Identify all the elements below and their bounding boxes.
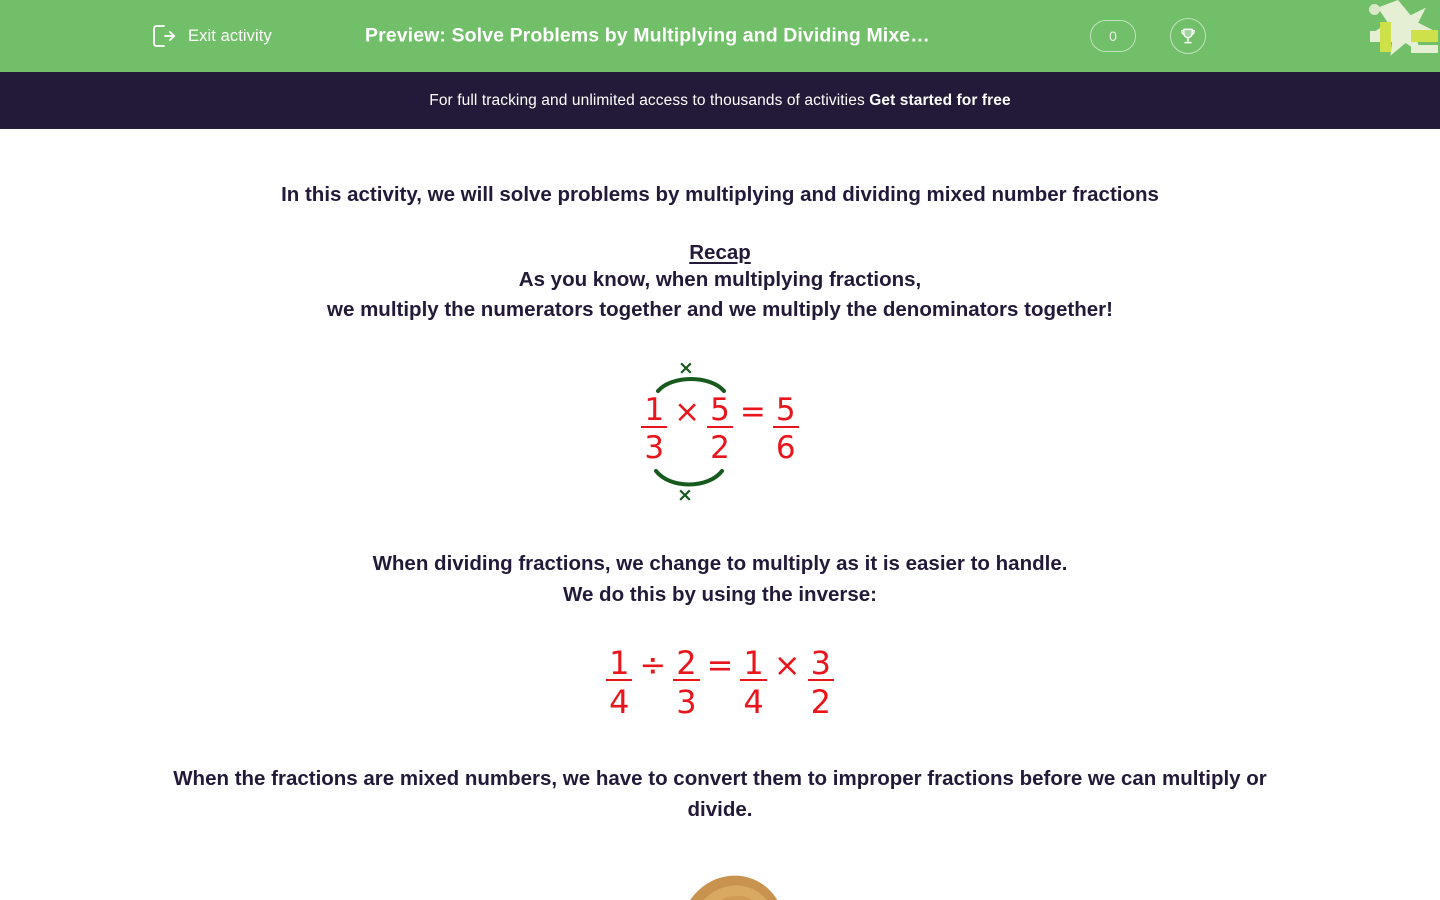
fraction-term xyxy=(808,643,834,721)
denominator: 3 xyxy=(644,430,665,467)
denominator: 2 xyxy=(810,682,831,721)
numerator: 5 xyxy=(773,395,799,428)
logo-dot xyxy=(1369,4,1380,15)
upgrade-banner-text xyxy=(429,92,1011,110)
operator: ÷ xyxy=(639,645,667,684)
upgrade-banner xyxy=(0,72,1440,129)
numerator: 1 xyxy=(740,647,766,681)
fraction-term xyxy=(773,392,799,467)
fraction-term xyxy=(707,392,733,467)
fraction-term xyxy=(606,643,632,721)
exit-activity-label: Exit activity xyxy=(188,26,272,45)
divide-line-2: We do this by using the inverse: xyxy=(562,583,877,607)
numerator: 1 xyxy=(641,395,667,428)
score-value: 0 xyxy=(1109,28,1117,44)
recap-line-1: As you know, when multiplying fractions, xyxy=(518,267,922,291)
multiply-fractions-diagram xyxy=(620,357,820,507)
get-started-link[interactable]: Get started for free xyxy=(869,91,1011,109)
upgrade-banner-message: For full tracking and unlimited access to thousands of activities xyxy=(429,91,870,109)
logo-bar-one xyxy=(1411,30,1438,42)
operator: × xyxy=(674,394,701,431)
denominator: 6 xyxy=(775,430,796,467)
girl-looking-up-photo xyxy=(605,851,835,900)
exit-activity-button[interactable] xyxy=(148,21,272,51)
mixed-numbers-note: When the fractions are mixed numbers, we have to convert them to improper fractions before we can multiply or divide. xyxy=(173,766,1267,821)
divide-explanation xyxy=(0,549,1440,611)
operator: = xyxy=(706,645,734,684)
photo-container xyxy=(0,851,1440,900)
activity-intro-text: In this activity, we will solve problems by multiplying and dividing mixed number fractions xyxy=(281,183,1159,206)
operator: × xyxy=(773,645,801,684)
fraction-term xyxy=(641,392,667,467)
logo-bar-two xyxy=(1411,45,1438,53)
denominator: 4 xyxy=(609,682,630,721)
page-title: Preview: Solve Problems by Multiplying and Dividing Mixe… xyxy=(365,24,930,47)
logo-star-icon xyxy=(1360,53,1436,70)
arc-top-multiply-symbol: × xyxy=(678,357,694,380)
activity-content xyxy=(0,129,1440,900)
denominator: 2 xyxy=(710,430,730,467)
multiply-equation xyxy=(620,392,820,467)
arc-bottom-multiply-symbol: × xyxy=(677,484,693,507)
numerator: 3 xyxy=(808,647,834,681)
fraction-term xyxy=(673,643,699,721)
score-badge[interactable] xyxy=(1090,20,1136,52)
operator: = xyxy=(739,394,766,431)
recap-section xyxy=(0,241,1440,326)
exit-icon xyxy=(148,21,178,51)
recap-line-2: we multiply the numerators together and we multiply the denominators together! xyxy=(327,298,1113,321)
trophy-button[interactable] xyxy=(1170,18,1206,54)
edplace-logo xyxy=(1360,0,1436,56)
denominator: 4 xyxy=(743,682,764,721)
trophy-icon xyxy=(1178,26,1198,46)
recap-heading: Recap xyxy=(689,240,751,264)
divide-fractions-diagram xyxy=(590,643,850,721)
numerator: 2 xyxy=(673,647,699,681)
fraction-term xyxy=(740,643,766,721)
divide-line-1: When dividing fractions, we change to multiply as it is easier to handle. xyxy=(372,552,1068,576)
activity-topbar xyxy=(0,0,1440,72)
numerator: 5 xyxy=(707,395,733,428)
numerator: 1 xyxy=(606,647,632,681)
denominator: 3 xyxy=(676,682,697,721)
logo-plus-center xyxy=(1380,31,1391,42)
